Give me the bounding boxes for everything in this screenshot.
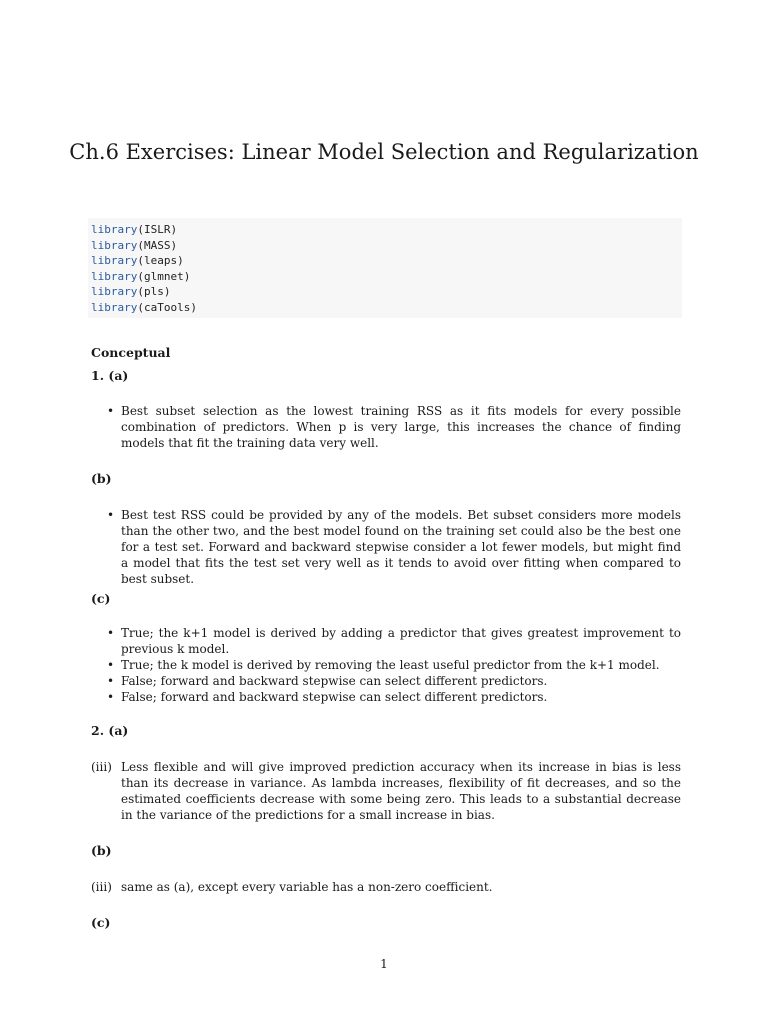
roman-numeral: (iii) bbox=[91, 880, 112, 894]
code-line bbox=[91, 253, 682, 269]
code-arg: (glmnet) bbox=[137, 269, 191, 283]
q2b-label: (b) bbox=[91, 843, 112, 858]
code-line bbox=[91, 269, 682, 285]
q1b-list bbox=[91, 507, 681, 587]
code-keyword: library bbox=[91, 254, 138, 268]
code-line bbox=[91, 300, 682, 316]
code-keyword: library bbox=[91, 223, 138, 236]
code-arg: (leaps) bbox=[137, 254, 184, 268]
list-item: • True; the k+1 model is derived by adding a predictor that gives greatest improvement to previous k model. bbox=[91, 625, 681, 657]
q1-heading: 1. (a) bbox=[91, 368, 129, 383]
list-item: • True; the k model is derived by removing the least useful predictor from the k+1 model. bbox=[91, 657, 681, 673]
code-arg: (caTools) bbox=[137, 300, 197, 314]
page-title: Ch.6 Exercises: Linear Model Selection and Regularization bbox=[69, 140, 699, 164]
code-line bbox=[91, 222, 682, 238]
list-item: • False; forward and backward stepwise can select different predictors. bbox=[91, 689, 681, 705]
code-arg: (ISLR) bbox=[137, 223, 178, 236]
q1a-list bbox=[91, 403, 681, 451]
q2b-item bbox=[91, 879, 681, 895]
list-item: • False; forward and backward stepwise can select different predictors. bbox=[91, 673, 681, 689]
list-item: • Best test RSS could be provided by any of the models. Bet subset considers more models than the other two, and the best model found on the training set could also be the best one for a test set. Forward and backward stepwise consider a lot fewer models, but might find a model that fits the test set very well as it tends to avoid over fitting when compared to best subset. bbox=[91, 507, 681, 587]
q2a-item bbox=[91, 759, 681, 823]
page-number: 1 bbox=[380, 957, 388, 971]
code-line bbox=[91, 284, 682, 300]
q1c-list bbox=[91, 625, 681, 705]
code-keyword: library bbox=[91, 269, 138, 283]
q1c-label: (c) bbox=[91, 591, 111, 606]
q2c-label: (c) bbox=[91, 915, 111, 930]
code-keyword: library bbox=[91, 238, 138, 252]
code-arg: (pls) bbox=[137, 285, 171, 299]
q1b-label: (b) bbox=[91, 471, 112, 486]
code-line bbox=[91, 238, 682, 254]
code-keyword: library bbox=[91, 300, 138, 314]
code-arg: (MASS) bbox=[137, 238, 178, 252]
list-item: • Best subset selection as the lowest training RSS as it fits models for every possible combination of predictors. When p is very large, this increases the chance of finding models that fit the training data very well. bbox=[91, 403, 681, 451]
section-heading-conceptual: Conceptual bbox=[91, 345, 171, 360]
roman-numeral: (iii) bbox=[91, 760, 112, 774]
code-keyword: library bbox=[91, 285, 138, 299]
q2b-text: same as (a), except every variable has a non-zero coefficient. bbox=[121, 880, 493, 894]
code-block bbox=[88, 218, 682, 318]
q2-heading: 2. (a) bbox=[91, 723, 129, 738]
q2a-text: Less flexible and will give improved prediction accuracy when its increase in bias is less than its decrease in variance. As lambda increases, flexibility of fit decreases, and so the estimated coefficients decrease with some being zero. This leads to a substantial decrease in the variance of the predictions for a small increase in bias. bbox=[121, 760, 681, 822]
